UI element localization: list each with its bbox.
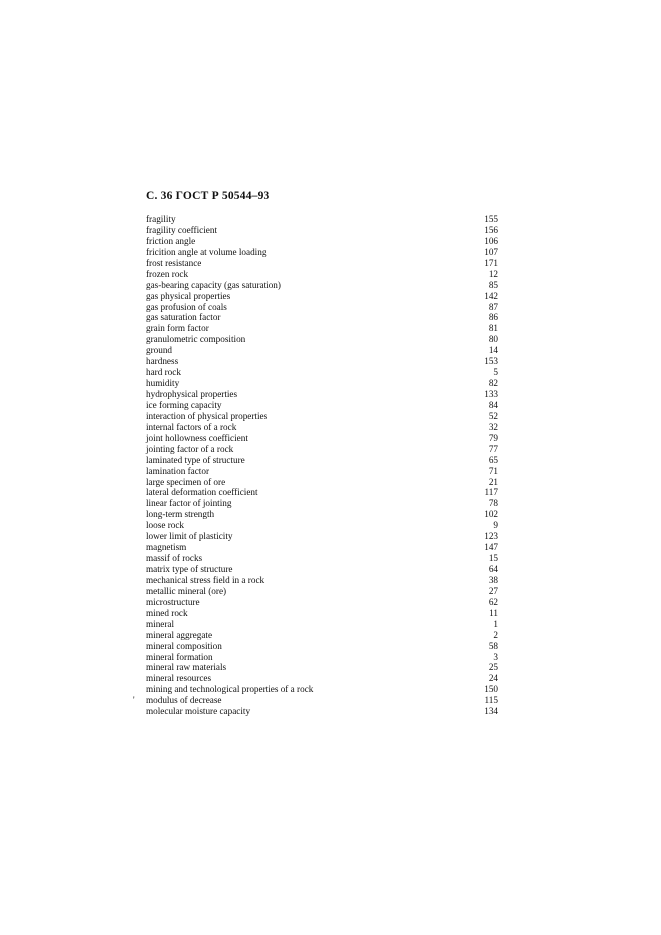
index-page-number: 2	[493, 629, 498, 640]
index-page-number: 134	[484, 706, 498, 717]
index-entry	[146, 509, 498, 520]
index-page-number: 77	[488, 443, 498, 454]
index-entry	[146, 302, 498, 313]
index-page-number: 150	[484, 684, 498, 695]
index-page-number: 1	[493, 618, 498, 629]
index-entry	[146, 498, 498, 509]
index-page-number: 153	[484, 356, 498, 367]
index-page-number: 87	[488, 301, 498, 312]
index-term: frozen rock	[146, 268, 189, 279]
index-entry	[146, 258, 498, 269]
index-entry	[146, 345, 498, 356]
index-page-number: 5	[493, 367, 498, 378]
index-list	[146, 214, 498, 717]
index-entry	[146, 542, 498, 553]
index-entry	[146, 291, 498, 302]
index-entry	[146, 334, 498, 345]
index-entry	[146, 619, 498, 630]
index-page-number: 81	[488, 323, 498, 334]
index-page-number: 155	[484, 214, 498, 224]
index-term: lamination factor	[146, 465, 210, 476]
index-entry	[146, 411, 498, 422]
index-page-number: 3	[493, 651, 498, 662]
index-term: massif of rocks	[146, 553, 203, 564]
index-entry	[146, 564, 498, 575]
index-entry	[146, 695, 498, 706]
index-term: mineral raw materials	[146, 662, 227, 673]
index-entry	[146, 466, 498, 477]
index-page-number: 24	[488, 673, 498, 684]
index-entry	[146, 455, 498, 466]
index-term: hydrophysical properties	[146, 389, 238, 399]
index-entry	[146, 586, 498, 597]
index-entry	[146, 444, 498, 455]
index-page-number: 9	[493, 520, 498, 531]
index-entry	[146, 477, 498, 488]
index-term: linear factor of jointing	[146, 498, 232, 509]
index-entry	[146, 673, 498, 684]
index-page-number: 64	[488, 564, 498, 574]
index-page-number: 106	[484, 235, 498, 246]
index-entry	[146, 553, 498, 564]
index-page-number: 38	[488, 574, 498, 585]
index-entry	[146, 575, 498, 586]
index-entry	[146, 684, 498, 695]
index-entry	[146, 652, 498, 663]
index-term: interaction of physical properties	[146, 410, 268, 421]
index-page-number: 84	[488, 399, 498, 410]
index-entry	[146, 597, 498, 608]
index-term: mechanical stress field in a rock	[146, 574, 265, 585]
index-term: hard rock	[146, 367, 181, 378]
index-entry	[146, 312, 498, 323]
index-page-number: 80	[488, 334, 498, 345]
index-entry	[146, 487, 498, 498]
index-term: lower limit of plasticity	[146, 531, 233, 542]
index-page-number: 52	[488, 410, 498, 421]
index-entry	[146, 367, 498, 378]
index-term: modulus of decrease	[146, 695, 222, 706]
index-term: jointing factor of a rock	[146, 443, 234, 454]
index-page-number: 147	[484, 542, 498, 553]
index-entry	[146, 531, 498, 542]
index-page-number: 82	[488, 378, 498, 389]
index-term: lateral deformation coefficient	[146, 487, 258, 498]
index-entry	[146, 378, 498, 389]
index-entry	[146, 641, 498, 652]
stray-mark: '	[133, 695, 135, 705]
index-page-number: 71	[488, 465, 498, 476]
index-entry	[146, 280, 498, 291]
index-page-number: 171	[484, 257, 498, 268]
index-term: internal factors of a rock	[146, 421, 237, 432]
index-entry	[146, 706, 498, 717]
index-page-number: 156	[484, 224, 498, 235]
index-term: fragility	[146, 214, 176, 224]
index-entry	[146, 269, 498, 280]
index-term: humidity	[146, 378, 180, 389]
index-term: mineral	[146, 618, 175, 629]
index-term: frost resistance	[146, 257, 202, 268]
index-page-number: 21	[488, 476, 498, 487]
index-term: matrix type of structure	[146, 564, 233, 574]
index-page-number: 62	[488, 596, 498, 607]
index-term: granulometric composition	[146, 334, 246, 345]
index-entry	[146, 400, 498, 411]
index-page-number: 27	[488, 585, 498, 596]
index-page-number: 14	[488, 345, 498, 356]
index-entry	[146, 662, 498, 673]
index-term: microstructure	[146, 596, 200, 607]
index-term: laminated type of structure	[146, 454, 245, 465]
index-term: gas physical properties	[146, 290, 231, 301]
index-term: mineral aggregate	[146, 629, 213, 640]
index-entry	[146, 214, 498, 225]
index-entry	[146, 356, 498, 367]
index-page-number: 11	[489, 607, 498, 618]
index-entry	[146, 520, 498, 531]
index-page-number: 65	[488, 454, 498, 465]
index-term: gas saturation factor	[146, 312, 221, 323]
index-entry	[146, 247, 498, 258]
index-term: grain form factor	[146, 323, 209, 334]
index-term: magnetism	[146, 542, 187, 553]
index-entry	[146, 608, 498, 619]
index-term: mineral formation	[146, 651, 213, 662]
index-term: large specimen of ore	[146, 476, 226, 487]
index-page-number: 58	[488, 640, 498, 651]
index-page-number: 117	[484, 487, 498, 498]
index-term: joint hollowness coefficient	[146, 432, 248, 443]
index-entry	[146, 433, 498, 444]
index-page-number: 12	[488, 268, 498, 279]
index-term: mineral composition	[146, 640, 222, 651]
index-page-number: 123	[484, 531, 498, 542]
index-entry	[146, 236, 498, 247]
index-page-number: 15	[488, 553, 498, 564]
index-term: friction angle	[146, 235, 196, 246]
index-term: loose rock	[146, 520, 185, 531]
index-term: mined rock	[146, 607, 188, 618]
index-page-number: 86	[488, 312, 498, 323]
index-term: metallic mineral (ore)	[146, 585, 227, 596]
index-term: molecular moisture capacity	[146, 706, 251, 717]
index-term: gas-bearing capacity (gas saturation)	[146, 279, 281, 290]
index-page-number: 115	[484, 695, 498, 706]
index-page-number: 78	[488, 498, 498, 509]
index-term: gas profusion of coals	[146, 301, 227, 312]
index-page-number: 142	[484, 290, 498, 301]
index-term: fricition angle at volume loading	[146, 246, 267, 257]
page-header: С. 36 ГОСТ Р 50544–93	[146, 190, 270, 202]
index-entry	[146, 323, 498, 334]
index-term: long-term strength	[146, 509, 215, 520]
index-entry	[146, 630, 498, 641]
index-entry	[146, 422, 498, 433]
index-term: mineral resources	[146, 673, 212, 684]
index-term: hardness	[146, 356, 179, 367]
index-entry	[146, 225, 498, 236]
index-entry	[146, 389, 498, 400]
index-term: ground	[146, 345, 173, 356]
index-page-number: 25	[488, 662, 498, 673]
index-term: mining and technological properties of a rock	[146, 684, 314, 695]
index-page-number: 32	[488, 421, 498, 432]
index-term: ice forming capacity	[146, 399, 222, 410]
index-page-number: 102	[484, 509, 498, 520]
index-page-number: 85	[488, 279, 498, 290]
index-page-number: 133	[484, 389, 498, 399]
index-page-number: 79	[488, 432, 498, 443]
index-term: fragility coefficient	[146, 224, 218, 235]
index-page-number: 107	[484, 246, 498, 257]
